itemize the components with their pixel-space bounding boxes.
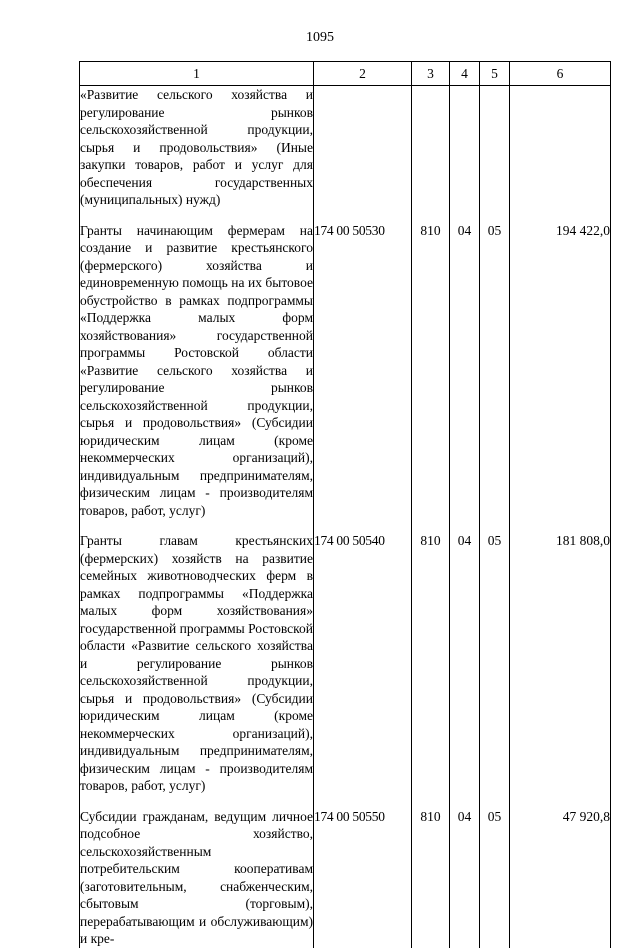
row-col5: 05 [480, 808, 510, 948]
row-amount [510, 86, 611, 209]
row-col5: 05 [480, 532, 510, 795]
row-amount: 47 920,8 [510, 808, 611, 948]
row-description: «Развитие сельского хозяйства и регулирование рынков сельскохозяйственной продукции, сырья и продовольствия» (Иные закупки товаров, работ и услуг для обеспечения государственных (муниципальных) нужд) [80, 87, 313, 207]
row-col3: 810 [412, 222, 450, 520]
row-code [314, 86, 412, 209]
row-col4: 04 [450, 808, 480, 948]
row-col3 [412, 86, 450, 209]
column-header-5: 5 [480, 62, 510, 86]
page-number: 1095 [306, 30, 334, 45]
row-col5 [480, 86, 510, 209]
row-col4 [450, 86, 480, 209]
budget-table [79, 61, 611, 948]
column-header-1: 1 [80, 62, 314, 86]
row-col4: 04 [450, 222, 480, 520]
row-code: 174 00 50540 [314, 532, 412, 795]
row-description: Гранты главам крестьянских (фермерских) хозяйств на развитие семейных животноводческих ферм в рамках подпрограммы «Поддержка малых форм хозяйствования» государственной программы Ростовской области «Развитие сельского хозяйства и регулирование рынков сельскохозяйственной продукции, сырья и продовольствия» (Субсидии юридическим лицам (кроме некоммерческих организаций), индивидуальным предпринимателям, физическим лицам - производителям товаров, работ, услуг) [80, 533, 313, 793]
row-code: 174 00 50550 [314, 808, 412, 948]
row-col5: 05 [480, 222, 510, 520]
row-amount: 194 422,0 [510, 222, 611, 520]
column-header-4: 4 [450, 62, 480, 86]
row-code: 174 00 50530 [314, 222, 412, 520]
row-description: Субсидии гражданам, ведущим личное подсобное хозяйство, сельскохозяйственным потребительским кооперативам (заготовительным, снабженческим, сбытовым (торговым), перерабатывающим и обслуживающим) и кре- [80, 808, 313, 946]
table-row [80, 532, 611, 795]
table-row [80, 86, 611, 209]
row-description: Гранты начинающим фермерам на создание и развитие крестьянского (фермерского) хозяйства и единовременную помощь на их бытовое обустройство в рамках подпрограммы «Поддержка малых форм хозяйствования» государственной программы Ростовской области «Развитие сельского хозяйства и регулирование рынков сельскохозяйственной продукции, сырья и продовольствия» (Субсидии юридическим лицам (кроме некоммерческих организаций), индивидуальным предпринимателям, физическим лицам - производителям товаров, работ, услуг) [80, 222, 313, 518]
row-amount: 181 808,0 [510, 532, 611, 795]
row-col4: 04 [450, 532, 480, 795]
column-header-6: 6 [510, 62, 611, 86]
row-col3: 810 [412, 532, 450, 795]
column-header-3: 3 [412, 62, 450, 86]
table-row [80, 222, 611, 520]
table-header-row [80, 62, 611, 86]
table-row [80, 808, 611, 948]
column-header-2: 2 [314, 62, 412, 86]
row-col3: 810 [412, 808, 450, 948]
